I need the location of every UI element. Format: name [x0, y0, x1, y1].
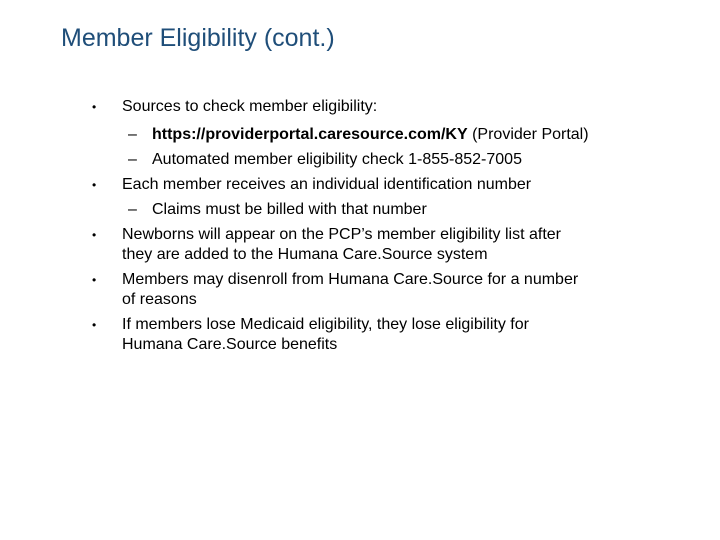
provider-portal-label: (Provider Portal) — [467, 126, 589, 143]
slide-title: Member Eligibility (cont.) — [61, 24, 335, 52]
bullet-text-newborns-line2: they are added to the Humana Care.Source system — [122, 246, 488, 263]
bullet-text-identification: Each member receives an individual identification number — [122, 176, 532, 193]
bullet-icon: • — [92, 318, 97, 332]
bullet-text-disenroll-line2: of reasons — [122, 291, 197, 308]
bullet-icon: • — [92, 273, 97, 287]
bullet-icon: • — [92, 228, 97, 242]
subitem-automated-check: Automated member eligibility check 1-855-852-7005 — [152, 151, 522, 168]
subitem-provider-portal — [152, 125, 589, 145]
subitem-claims: Claims must be billed with that number — [152, 201, 427, 218]
bullet-text-disenroll-line1: Members may disenroll from Humana Care.Source for a number — [122, 271, 579, 288]
bullet-text-medicaid-line2: Humana Care.Source benefits — [122, 336, 338, 353]
dash-icon: – — [128, 151, 137, 168]
dash-icon: – — [128, 201, 137, 218]
provider-portal-link[interactable]: https://providerportal.caresource.com/KY — [152, 126, 468, 143]
bullet-icon: • — [92, 178, 97, 192]
bullet-icon: • — [92, 100, 97, 114]
bullet-text-sources: Sources to check member eligibility: — [122, 98, 378, 115]
dash-icon: – — [128, 126, 137, 143]
bullet-text-newborns-line1: Newborns will appear on the PCP’s member eligibility list after — [122, 226, 561, 243]
bullet-text-medicaid-line1: If members lose Medicaid eligibility, they lose eligibility for — [122, 316, 529, 333]
